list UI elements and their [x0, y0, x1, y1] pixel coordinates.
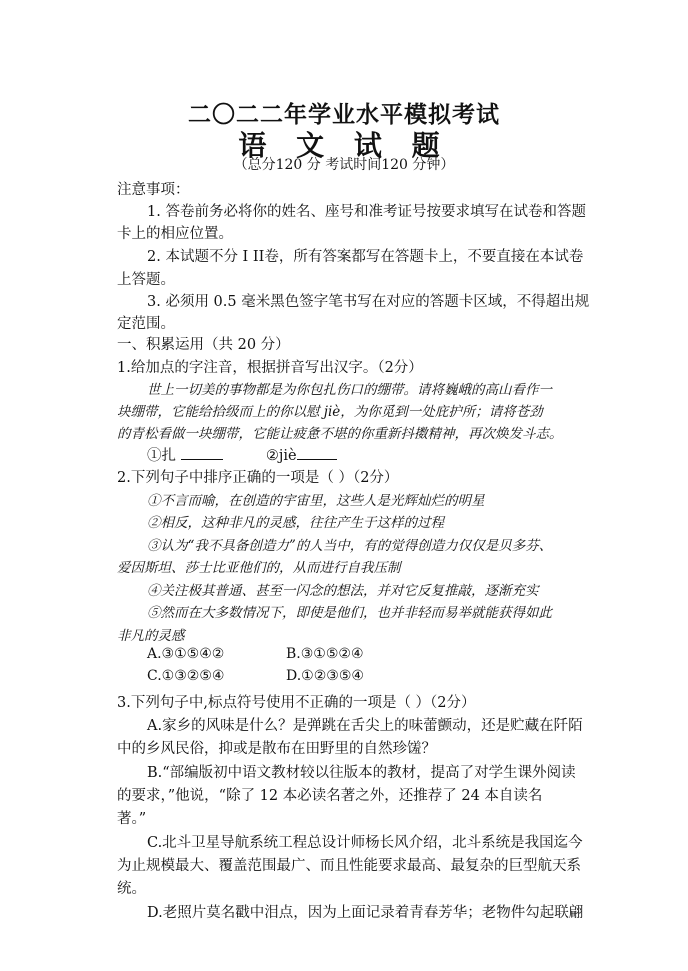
notice-item-3-cont: 定范围。 — [117, 316, 175, 332]
question-2-sentence-5-cont: 非凡的灵感 — [117, 628, 185, 644]
answer-1-label: ①扎 — [147, 448, 176, 464]
question-2-option-d: D.①②③⑤④ — [286, 668, 364, 684]
question-3-option-c-cont-2: 统。 — [117, 881, 146, 897]
question-2-option-c: C.①③②⑤④ — [147, 668, 225, 684]
question-1-passage-3: 的青松看做一块绷带，它能让疲惫不堪的你重新抖擞精神，再次焕发斗志。 — [117, 426, 563, 442]
notice-item-1: 1. 答卷前务必将你的姓名、座号和准考证号按要求填写在试卷和答题 — [147, 204, 586, 220]
question-1-stem: 1.给加点的字注音，根据拼音写出汉字。（2分） — [117, 360, 423, 376]
question-2-sentence-1: ①不言而喻，在创造的宇宙里，这些人是光辉灿烂的明星 — [147, 493, 485, 509]
question-3-option-b-cont-2: 著。” — [117, 811, 147, 827]
question-2-option-a: A.③①⑤④② — [147, 646, 225, 662]
subject-title: 语 文 试 题 — [238, 129, 450, 162]
question-3-option-c: C.北斗卫星导航系统工程总设计师杨长风介绍，北斗系统是我国迄今 — [147, 835, 583, 851]
question-3-option-b: B.“部编版初中语文教材较以往版本的教材，提高了对学生课外阅读 — [147, 765, 576, 781]
question-2-sentence-2: ②相反，这种非凡的灵感，往往产生于这样的过程 — [147, 515, 444, 531]
question-2-stem: 2.下列句子中排序正确的一项是（ ）（2分） — [117, 470, 399, 486]
question-1-passage-2: 块绷带，它能给拾级而上的你以慰 jiè，为你觅到一处庇护所；请将苍劲 — [117, 404, 543, 420]
notice-item-2: 2. 本试题不分 I II卷，所有答案都写在答题卡上，不要直接在本试卷 — [147, 249, 584, 265]
question-2-sentence-3: ③认为“我不具备创造力”的人当中，有的觉得创造力仅仅是贝多芬、 — [147, 538, 553, 554]
notice-item-3: 3. 必须用 0.5 毫米黑色签字笔书写在对应的答题卡区域，不得超出规 — [147, 294, 590, 310]
exam-title: 二〇二二年学业水平模拟考试 — [188, 101, 500, 128]
question-3-option-c-cont-1: 为止规模最大、覆盖范围最广、而且性能要求最高、最复杂的巨型航天系 — [117, 858, 581, 874]
question-2-sentence-4: ④关注极其普通、甚至一闪念的想法，并对它反复推敲，逐渐充实 — [147, 583, 539, 599]
question-2-sentence-3-cont: 爱因斯坦、莎士比亚他们的，从而进行自我压制 — [117, 560, 401, 576]
notice-item-1-cont: 卡上的相应位置。 — [117, 226, 233, 242]
question-3-option-a-cont: 中的乡风民俗，抑或是散布在田野里的自然珍馐？ — [117, 741, 436, 757]
question-3-option-b-cont-1: 的要求，”他说，“除了 12 本必读名著之外，还推荐了 24 本自读名 — [117, 788, 543, 804]
answer-2-blank[interactable] — [297, 445, 337, 460]
question-2-option-b: B.③①⑤②④ — [286, 646, 364, 662]
question-1-answers — [147, 444, 337, 465]
score-time-line: （总分120 分 考试时间120 分钟） — [233, 157, 455, 173]
question-3-option-d: D.老照片莫名戳中泪点，因为上面记录着青春芳华；老物件勾起联翩 — [147, 905, 584, 921]
answer-1-blank[interactable] — [181, 445, 223, 460]
section-heading: 一、积累运用（共 20 分） — [117, 337, 290, 353]
question-3-stem: 3.下列句子中,标点符号使用不正确的一项是（ ）（2分） — [117, 695, 476, 711]
question-2-sentence-5: ⑤然而在大多数情况下，即使是他们，也并非轻而易举就能获得如此 — [147, 605, 552, 621]
question-3-option-a: A.家乡的风味是什么？是弹跳在舌尖上的味蕾颤动，还是贮藏在阡陌 — [147, 718, 583, 734]
question-1-passage-1: 世上一切美的事物都是为你包扎伤口的绷带。请将巍峨的高山看作一 — [147, 382, 552, 398]
notice-heading: 注意事项： — [117, 182, 190, 198]
notice-item-2-cont: 上答题。 — [117, 272, 175, 288]
answer-2-label: ②jiè — [265, 448, 297, 464]
